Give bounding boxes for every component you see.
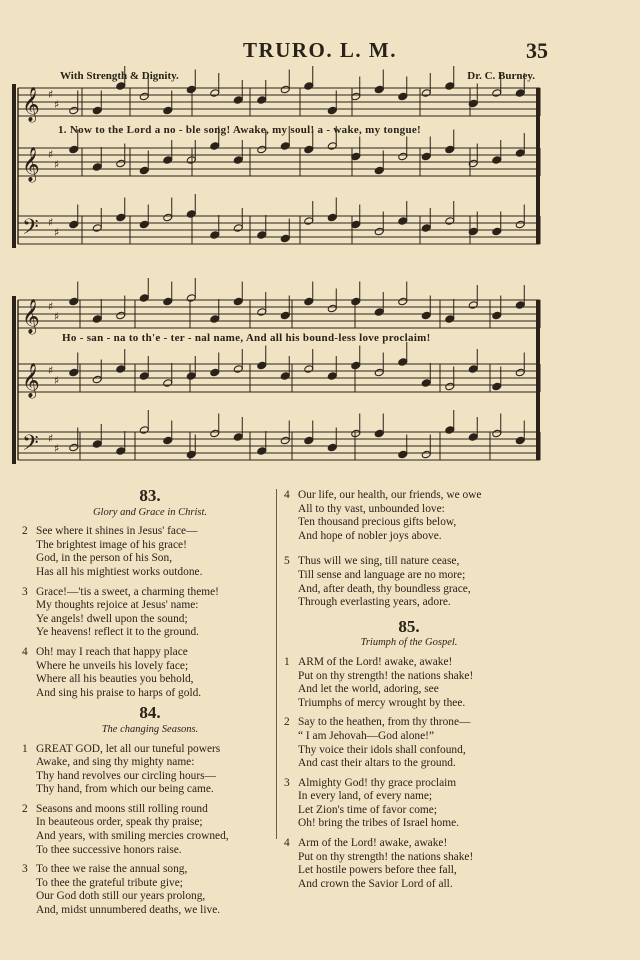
bass-clef: 𝄢 bbox=[22, 215, 39, 245]
note bbox=[92, 224, 102, 233]
note bbox=[163, 379, 173, 388]
note bbox=[304, 297, 314, 306]
note bbox=[445, 82, 455, 91]
note bbox=[139, 426, 149, 435]
sharp-sign: ♯ bbox=[54, 158, 60, 171]
note bbox=[233, 156, 243, 165]
note bbox=[304, 82, 314, 91]
verse-line: In beauteous order, speak thy praise; bbox=[36, 816, 203, 829]
verse-line: Let hostile powers before thee fall, bbox=[298, 864, 457, 877]
note bbox=[116, 213, 126, 222]
verse bbox=[284, 777, 534, 831]
verse bbox=[22, 646, 278, 700]
verse-line: My thoughts rejoice at Jesus' name: bbox=[36, 599, 199, 612]
hymn-number: 84. bbox=[139, 703, 161, 723]
verse bbox=[22, 743, 278, 797]
note bbox=[69, 443, 79, 452]
verse-line: Our God doth still our years prolong, bbox=[36, 890, 206, 903]
verse-number: 4 bbox=[284, 489, 290, 501]
note bbox=[374, 429, 384, 438]
note bbox=[468, 301, 478, 310]
note bbox=[139, 92, 149, 101]
verse-line: Put on thy strength! the nations shake! bbox=[298, 850, 474, 863]
verse-line: Where he unveils his lovely face; bbox=[36, 659, 189, 672]
treble-clef: 𝄞 bbox=[22, 147, 40, 182]
note bbox=[515, 149, 525, 158]
note bbox=[468, 433, 478, 442]
note bbox=[421, 224, 431, 233]
verse-line: Grace!—'tis a sweet, a charming theme! bbox=[36, 585, 219, 598]
note bbox=[280, 311, 290, 320]
verse-line: God, in the person of his Son, bbox=[36, 552, 173, 565]
note bbox=[257, 361, 267, 370]
note bbox=[186, 210, 196, 219]
verse-number: 4 bbox=[284, 837, 290, 850]
verse-line: Where all his beauties you behold, bbox=[36, 673, 194, 686]
note bbox=[116, 82, 126, 91]
verse-line: And sing his praise to harps of gold. bbox=[36, 686, 202, 699]
note bbox=[351, 361, 361, 370]
note bbox=[327, 142, 337, 151]
verse bbox=[284, 837, 534, 891]
verse-line: The brightest image of his grace! bbox=[36, 538, 187, 551]
verse bbox=[284, 489, 534, 543]
note bbox=[210, 142, 220, 151]
verse-line: Triumphs of mercy wrought by thee. bbox=[298, 696, 466, 709]
note bbox=[445, 145, 455, 154]
verse-number: 5 bbox=[284, 555, 290, 568]
note bbox=[210, 315, 220, 324]
note bbox=[445, 217, 455, 226]
note bbox=[327, 304, 337, 313]
note bbox=[327, 372, 337, 381]
note bbox=[233, 365, 243, 374]
sharp-sign: ♯ bbox=[48, 148, 54, 161]
verse-line: Our life, our health, our friends, we owe bbox=[298, 489, 482, 501]
note bbox=[421, 379, 431, 388]
sharp-sign: ♯ bbox=[54, 98, 60, 111]
note bbox=[186, 156, 196, 165]
sharp-sign: ♯ bbox=[48, 364, 54, 377]
hymn-number: 85. bbox=[398, 616, 420, 636]
page-title: TRURO. L. M. bbox=[243, 38, 397, 62]
note bbox=[92, 375, 102, 384]
verse bbox=[284, 555, 534, 609]
verse-line: Thy hand revolves our circling hours— bbox=[36, 769, 216, 782]
verse-number: 2 bbox=[22, 525, 28, 538]
note bbox=[163, 297, 173, 306]
sharp-sign: ♯ bbox=[54, 442, 60, 455]
sharp-sign: ♯ bbox=[48, 300, 54, 313]
note bbox=[421, 311, 431, 320]
note bbox=[515, 220, 525, 229]
verse-number: 2 bbox=[284, 716, 290, 729]
verse-line: And, after death, thy boundless grace, bbox=[298, 582, 471, 595]
verse-line: Put on thy strength! the nations shake! bbox=[298, 669, 474, 682]
verse-line: Almighty God! thy grace proclaim bbox=[298, 776, 457, 789]
note bbox=[116, 447, 126, 456]
note bbox=[280, 85, 290, 94]
note bbox=[374, 227, 384, 236]
page-number: 35 bbox=[526, 38, 548, 63]
verse-line: Ten thousand precious gifts below, bbox=[298, 516, 457, 529]
note bbox=[398, 217, 408, 226]
verse bbox=[22, 863, 278, 917]
hymn-heading: Glory and Grace in Christ. bbox=[92, 506, 208, 518]
note bbox=[374, 308, 384, 317]
sharp-sign: ♯ bbox=[54, 226, 60, 239]
note bbox=[398, 450, 408, 459]
hymn-number: 83. bbox=[139, 486, 161, 505]
verse-line: Through everlasting years, adore. bbox=[298, 596, 451, 609]
bass-clef: 𝄢 bbox=[22, 431, 39, 461]
note bbox=[398, 92, 408, 101]
note bbox=[421, 152, 431, 161]
note bbox=[186, 372, 196, 381]
verse-line: And cast their altars to the ground. bbox=[298, 757, 456, 770]
verse-line: To thee we raise the annual song, bbox=[36, 863, 188, 876]
system-brace bbox=[12, 296, 16, 464]
verse-number: 2 bbox=[22, 802, 28, 815]
note bbox=[492, 311, 502, 320]
verse-line: And let the world, adoring, see bbox=[298, 683, 439, 696]
verse-line: Seasons and moons still rolling round bbox=[36, 802, 208, 815]
note bbox=[445, 315, 455, 324]
verse-line: Thus will we sing, till nature cease, bbox=[298, 555, 460, 568]
note bbox=[492, 382, 502, 391]
verse-line: “ I am Jehovah—God alone!” bbox=[298, 729, 435, 742]
hymn-85 bbox=[284, 616, 534, 892]
verse-number: 1 bbox=[22, 742, 28, 755]
note bbox=[445, 382, 455, 391]
note bbox=[492, 156, 502, 165]
tempo-marking: With Strength & Dignity. bbox=[60, 70, 179, 82]
note bbox=[421, 450, 431, 459]
note bbox=[468, 365, 478, 374]
sharp-sign: ♯ bbox=[54, 374, 60, 387]
lyric-line-1: 1. Now to the Lord a no - ble song! Awake, my soul! a - wake, my tongue! bbox=[58, 124, 422, 136]
note bbox=[257, 145, 267, 154]
hymn-heading: Triumph of the Gospel. bbox=[360, 637, 458, 649]
final-barline bbox=[536, 88, 540, 244]
note bbox=[139, 220, 149, 229]
sharp-sign: ♯ bbox=[48, 432, 54, 445]
sharp-sign: ♯ bbox=[54, 310, 60, 323]
note bbox=[257, 447, 267, 456]
verse-line: And crown the Savior Lord of all. bbox=[298, 877, 453, 890]
note bbox=[163, 213, 173, 222]
verse-line: See where it shines in Jesus' face— bbox=[36, 525, 198, 538]
hymn-84 bbox=[22, 703, 278, 917]
note bbox=[374, 166, 384, 175]
right-column bbox=[284, 489, 534, 897]
verse-number: 3 bbox=[22, 863, 28, 876]
verse-number: 3 bbox=[22, 585, 28, 598]
verse bbox=[284, 656, 534, 710]
verse-line: Awake, and sing thy mighty name: bbox=[36, 756, 195, 769]
note bbox=[398, 297, 408, 306]
note bbox=[374, 85, 384, 94]
note bbox=[69, 106, 79, 115]
note bbox=[92, 315, 102, 324]
verse-line: Till sense and language are no more; bbox=[298, 568, 466, 581]
verse-line: ARM of the Lord! awake, awake! bbox=[298, 655, 453, 668]
verse-line: In every land, of every name; bbox=[298, 790, 433, 803]
note bbox=[233, 96, 243, 105]
note bbox=[92, 163, 102, 172]
note bbox=[163, 106, 173, 115]
note bbox=[163, 436, 173, 445]
note bbox=[186, 294, 196, 303]
note bbox=[351, 429, 361, 438]
note bbox=[492, 227, 502, 236]
verse-line: Say to the heathen, from thy throne— bbox=[298, 716, 471, 729]
note bbox=[139, 294, 149, 303]
note bbox=[69, 368, 79, 377]
note bbox=[327, 443, 337, 452]
note bbox=[280, 436, 290, 445]
final-barline bbox=[536, 300, 540, 460]
note bbox=[515, 89, 525, 98]
note bbox=[69, 220, 79, 229]
note bbox=[69, 297, 79, 306]
note bbox=[515, 301, 525, 310]
note bbox=[398, 152, 408, 161]
left-column bbox=[22, 485, 278, 924]
verse-line: Ye heavens! reflect it to the ground. bbox=[36, 626, 200, 639]
verse-line: Thy hand, from which our being came. bbox=[36, 783, 214, 796]
note bbox=[116, 311, 126, 320]
verse-number: 1 bbox=[284, 655, 290, 668]
note bbox=[280, 234, 290, 243]
verse-line: Oh! bring the tribes of Israel home. bbox=[298, 817, 460, 830]
verse-line: Thy voice their idols shall confound, bbox=[298, 743, 466, 756]
note bbox=[210, 89, 220, 98]
note bbox=[210, 368, 220, 377]
note bbox=[421, 89, 431, 98]
hymn-heading: The changing Seasons. bbox=[101, 723, 199, 735]
verse-line: And years, with smiling mercies crowned, bbox=[36, 830, 229, 843]
verse-line: GREAT GOD, let all our tuneful powers bbox=[36, 742, 221, 755]
note bbox=[351, 297, 361, 306]
verse-line: Arm of the Lord! awake, awake! bbox=[298, 837, 448, 850]
note bbox=[163, 156, 173, 165]
note bbox=[327, 213, 337, 222]
note bbox=[186, 85, 196, 94]
note bbox=[139, 166, 149, 175]
note bbox=[257, 96, 267, 105]
note bbox=[492, 89, 502, 98]
note bbox=[304, 145, 314, 154]
note bbox=[398, 358, 408, 367]
verse bbox=[22, 803, 278, 857]
note bbox=[304, 436, 314, 445]
note bbox=[445, 426, 455, 435]
verse-line: To thee the grateful tribute give; bbox=[36, 876, 183, 889]
verse-line: And, midst unnumbered deaths, we live. bbox=[36, 904, 221, 917]
note bbox=[374, 368, 384, 377]
note bbox=[280, 372, 290, 381]
verse-line: Oh! may I reach that happy place bbox=[36, 645, 188, 658]
note bbox=[233, 297, 243, 306]
hymn-84-continued bbox=[284, 489, 534, 610]
system-brace bbox=[12, 84, 16, 248]
note bbox=[116, 159, 126, 168]
note bbox=[116, 365, 126, 374]
verse-line: Let Zion's time of favor come; bbox=[298, 803, 438, 816]
lyric-line-2: Ho - san - na to th'e - ter - nal name, And all his bound-less love proclaim! bbox=[62, 332, 431, 344]
verse-line: To thee successive honors raise. bbox=[36, 843, 182, 856]
note bbox=[210, 231, 220, 240]
sharp-sign: ♯ bbox=[48, 88, 54, 101]
note bbox=[139, 372, 149, 381]
note bbox=[304, 365, 314, 374]
treble-clef: 𝄞 bbox=[22, 87, 40, 122]
verse bbox=[22, 525, 278, 579]
note bbox=[92, 440, 102, 449]
verse-line: All to thy vast, unbounded love: bbox=[298, 502, 445, 515]
verse bbox=[22, 586, 278, 640]
verse-line: Has all his mightiest works outdone. bbox=[36, 565, 203, 578]
sharp-sign: ♯ bbox=[48, 216, 54, 229]
note bbox=[257, 308, 267, 317]
verse-line: Ye angels! dwell upon the sound; bbox=[36, 612, 188, 625]
verse-number: 3 bbox=[284, 776, 290, 789]
note bbox=[210, 429, 220, 438]
composer-credit: Dr. C. Burney. bbox=[467, 70, 535, 82]
verse bbox=[284, 716, 534, 770]
note bbox=[515, 368, 525, 377]
note bbox=[515, 436, 525, 445]
note bbox=[186, 450, 196, 459]
note bbox=[92, 106, 102, 115]
verse-number: 4 bbox=[22, 645, 28, 658]
note bbox=[69, 145, 79, 154]
note bbox=[492, 429, 502, 438]
treble-clef: 𝄞 bbox=[22, 299, 40, 334]
note bbox=[304, 217, 314, 226]
note bbox=[257, 231, 267, 240]
verse-line: And hope of nobler joys above. bbox=[298, 529, 442, 542]
note bbox=[233, 433, 243, 442]
note bbox=[233, 224, 243, 233]
hymn-83 bbox=[22, 486, 278, 700]
note bbox=[327, 106, 337, 115]
treble-clef: 𝄞 bbox=[22, 363, 40, 398]
note bbox=[280, 142, 290, 151]
